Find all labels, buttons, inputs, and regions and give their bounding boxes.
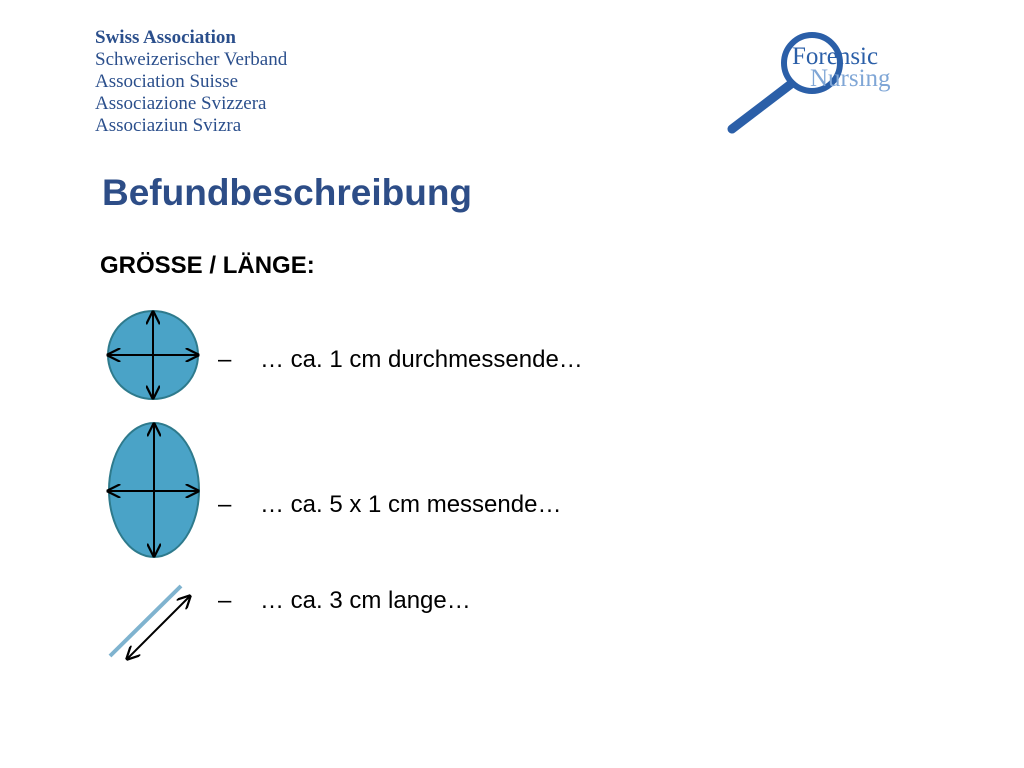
association-line-2: Schweizerischer Verband (95, 49, 288, 70)
circle-diagram (100, 305, 210, 405)
association-line-3: Association Suisse (95, 71, 239, 92)
line-shape (110, 586, 181, 656)
slide-title: Befundbeschreibung (102, 172, 473, 213)
association-line-4: Associazione Svizzera (95, 93, 267, 114)
bullet-item (218, 587, 471, 615)
association-line-5: Associaziun Svizra (95, 115, 242, 136)
bullet-text: … ca. 3 cm lange… (260, 587, 471, 614)
line-diagram (100, 578, 200, 668)
bullet-item (218, 491, 561, 519)
size-length-heading: GRÖSSE / LÄNGE: (100, 252, 315, 279)
bullet-item (218, 346, 583, 374)
association-line-1: Swiss Association (95, 27, 236, 48)
bullet-dash: – (218, 346, 232, 373)
bullet-text: … ca. 5 x 1 cm messende… (260, 491, 562, 518)
bullet-dash: – (218, 491, 232, 518)
logo-word-forensic: Forensic (792, 43, 879, 70)
bullet-dash: – (218, 587, 232, 614)
ellipse-diagram (100, 418, 210, 563)
bullet-text: … ca. 1 cm durchmessende… (260, 346, 583, 373)
forensic-nursing-logo (720, 25, 920, 140)
logo-word-nursing: Nursing (810, 65, 891, 92)
association-name-block (95, 27, 287, 137)
